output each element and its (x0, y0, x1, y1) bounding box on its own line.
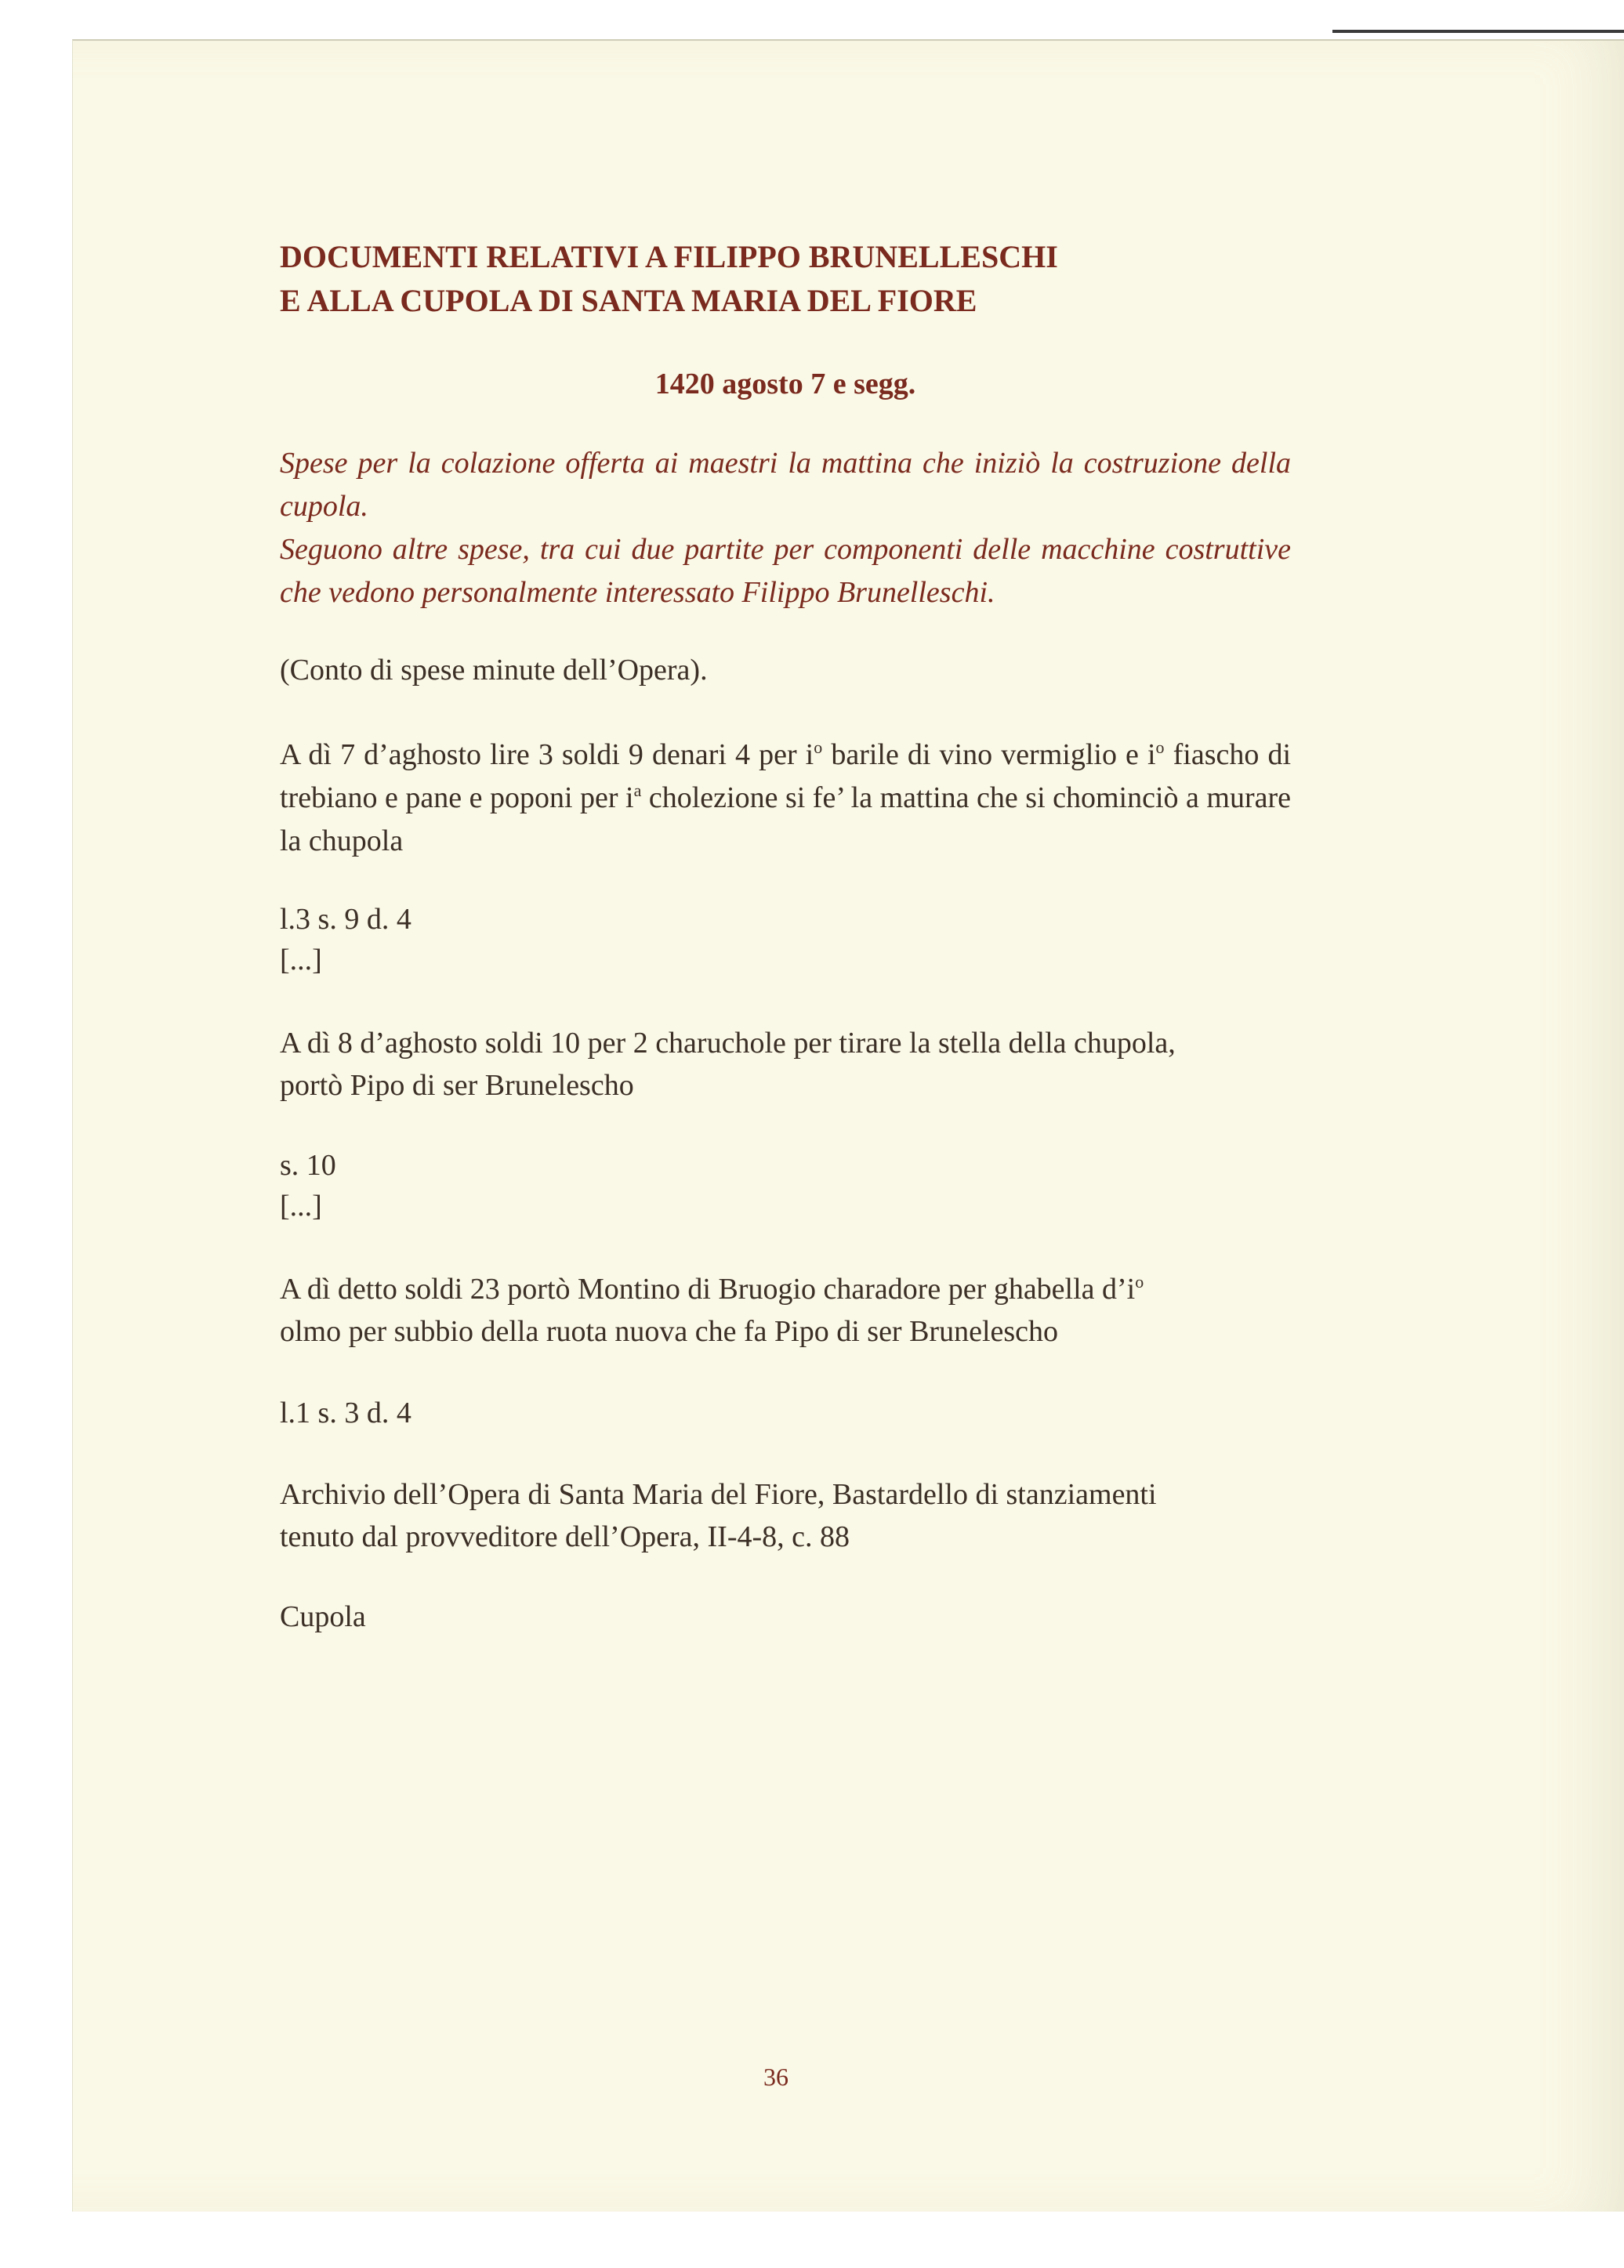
entry-2-line-2: portò Pipo di ser Brunelescho (280, 1069, 634, 1102)
entry-1-text: A dì 7 d’aghosto lire 3 soldi 9 denari 4 per $i^o$ barile di vino vermiglio e $i^o$ fiascho di trebiano e pane e poponi per $i^a$ cholezione si fe’ la mattina che si chominciò a murare la chupola (280, 737, 1292, 857)
scan-edge-line (1332, 30, 1624, 33)
entry-1-amount: l.3 s. 9 d. 4 (280, 903, 411, 936)
entry-2-amount: s. 10 (280, 1149, 336, 1182)
entry-3-line-2: olmo per subbio della ruota nuova che fa Pipo di ser Brunelescho (280, 1315, 1059, 1348)
archive-reference-line-1: Archivio dell’Opera di Santa Maria del Fiore, Bastardello di stanziamenti (280, 1478, 1157, 1511)
entry-2-line-1: A dì 8 d’aghosto soldi 10 per 2 charuchole per tirare la stella della chupola, (280, 1027, 1176, 1060)
keyword-label: Cupola (280, 1600, 366, 1633)
summary-paragraph-1: Spese per la colazione offerta ai maestri la mattina che iniziò la costruzione della cupola. (280, 447, 1291, 523)
title-line-2: E ALLA CUPOLA DI SANTA MARIA DEL FIORE (280, 283, 977, 318)
page-number: 36 (763, 2063, 788, 2091)
archive-reference-line-2: tenuto dal provveditore dell’Opera, II-4-8, c. 88 (280, 1520, 850, 1553)
entry-2-ellipsis: [...] (280, 1190, 322, 1223)
entry-3-amount: l.1 s. 3 d. 4 (280, 1397, 411, 1429)
document-body (280, 235, 1292, 1633)
document-title (280, 235, 1291, 323)
entry-3-line-1: A dì detto soldi 23 portò Montino di Bruogio charadore per ghabella $d’i^o$ (280, 1272, 1144, 1306)
document-date: 1420 agosto 7 e segg. (654, 368, 916, 400)
summary-paragraph-2: Seguono altre spese, tra cui due partite per componenti delle macchine costruttive che vedono personalmente interessato Filippo Brunelleschi. (280, 533, 1291, 609)
title-line-1: DOCUMENTI RELATIVI A FILIPPO BRUNELLESCHI (280, 239, 1058, 274)
entry-1-ellipsis: [...] (280, 944, 322, 976)
source-note: (Conto di spese minute dell’Opera). (280, 654, 708, 687)
